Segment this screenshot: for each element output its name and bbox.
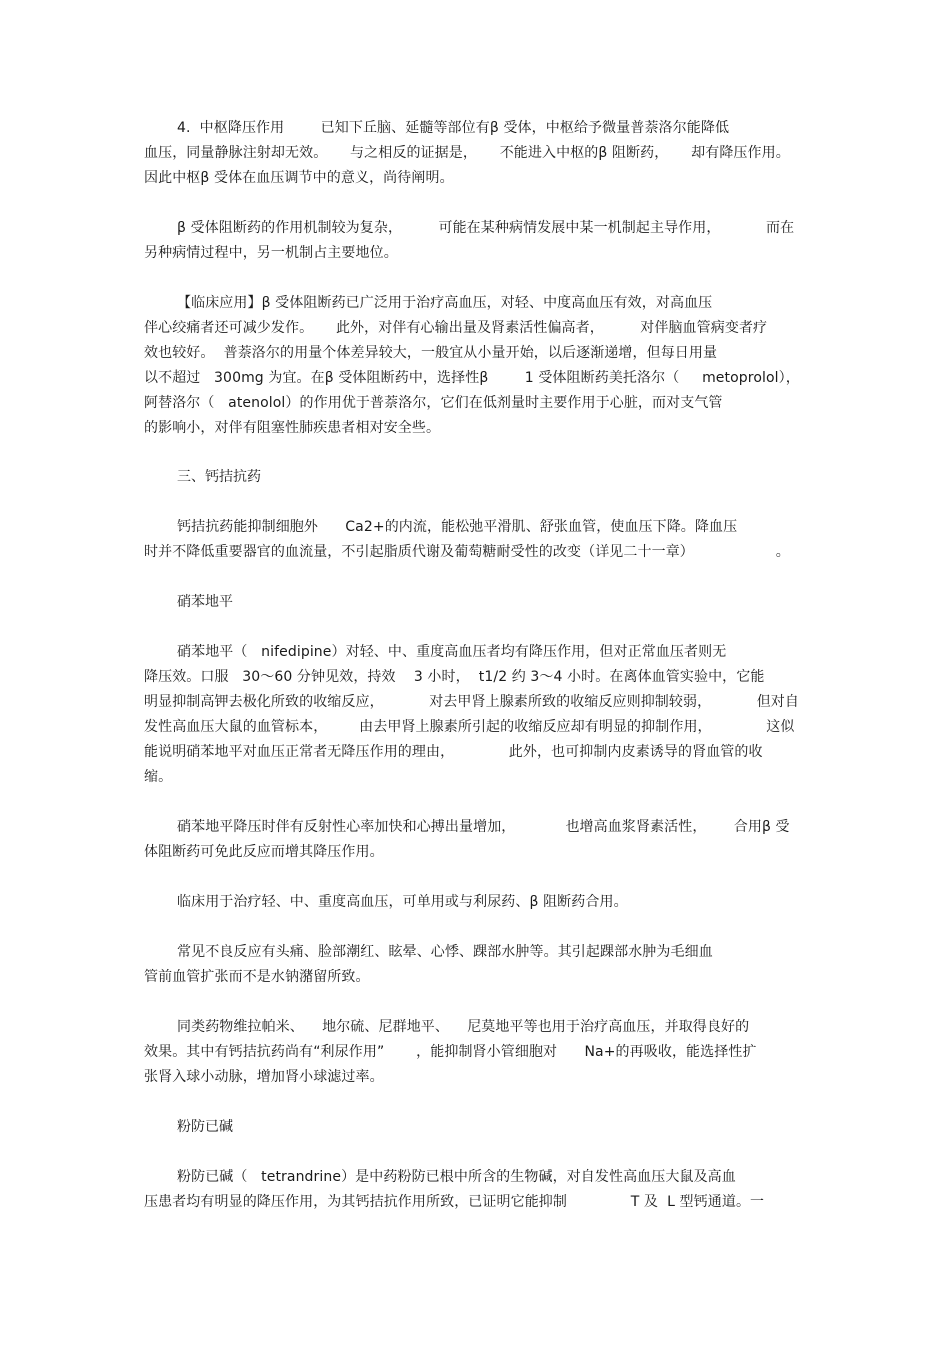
text-line: 压患者均有明显的降压作用，为其钙拮抗作用所致，已证明它能抑制 T 及 L 型钙通道。一 xyxy=(144,1194,765,1210)
text-line: 硝苯地平（ nifedipine）对轻、中、重度高血压者均有降压作用，但对正常血压者则无 xyxy=(177,644,727,660)
text-line: 另种病情过程中，另一机制占主要地位。 xyxy=(144,245,398,261)
text-line: 降压效。口服 30～60 分钟见效，持效 3 小时， t1/2 约 3～4 小时。在离体血管实验中，它能 xyxy=(144,669,765,685)
text-line: 明显抑制高钾去极化所致的收缩反应， 对去甲肾上腺素所致的收缩反应则抑制较弱， 但对自 xyxy=(144,694,800,710)
text-line: 以不超过 300mg 为宜。在β 受体阻断药中，选择性β 1 受体阻断药美托洛尔（ metoprolol）， xyxy=(144,370,800,386)
text-line: 能说明硝苯地平对血压正常者无降压作用的理由， 此外，也可抑制内皮素诱导的肾血管的收 xyxy=(144,744,763,760)
text-line: 【临床应用】β 受体阻断药已广泛用于治疗高血压，对轻、中度高血压有效，对高血压 xyxy=(177,295,713,311)
text-line: 时并不降低重要器官的血流量，不引起脂质代谢及葡萄糖耐受性的改变（详见二十一章） 。 xyxy=(144,544,790,560)
text-line: 阿替洛尔（ atenolol）的作用优于普萘洛尔，它们在低剂量时主要作用于心脏，而对支气管 xyxy=(144,395,723,411)
text-line: 张肾入球小动脉，增加肾小球滤过率。 xyxy=(144,1069,384,1085)
text-line: 伴心绞痛者还可减少发作。 此外，对伴有心输出量及肾素活性偏高者， 对伴脑血管病变者疗 xyxy=(144,320,768,336)
subheading-nifedipine: 硝苯地平 xyxy=(177,594,233,610)
section-heading: 三、钙拮抗药 xyxy=(177,469,261,485)
text-line: 血压，同量静脉注射却无效。 与之相反的证据是， 不能进入中枢的β 阻断药， 却有降压作用。 xyxy=(144,145,790,161)
text-line: 效果。其中有钙拮抗药尚有“利尿作用” ，能抑制肾小管细胞对 Na+的再吸收，能选择性扩 xyxy=(144,1044,757,1060)
text-line: 发性高血压大鼠的血管标本， 由去甲肾上腺素所引起的收缩反应却有明显的抑制作用， 这似 xyxy=(144,719,795,735)
text-line: 管前血管扩张而不是水钠潴留所致。 xyxy=(144,969,370,985)
text-line: 粉防已碱（ tetrandrine）是中药粉防已根中所含的生物碱，对自发性高血压大鼠及高血 xyxy=(177,1169,736,1185)
subheading-tetrandrine: 粉防已碱 xyxy=(177,1119,233,1135)
text-line: 临床用于治疗轻、中、重度高血压，可单用或与利尿药、β 阻断药合用。 xyxy=(177,894,628,910)
text-line: 同类药物维拉帕米、 地尔硫、尼群地平、 尼莫地平等也用于治疗高血压，并取得良好的 xyxy=(177,1019,750,1035)
text-line: β 受体阻断药的作用机制较为复杂， 可能在某种病情发展中某一机制起主导作用， 而在 xyxy=(177,220,795,236)
text-line: 钙拮抗药能抑制细胞外 Ca2+的内流，能松弛平滑肌、舒张血管，使血压下降。降血压 xyxy=(177,519,738,535)
text-line: 常见不良反应有头痛、脸部潮红、眩晕、心悸、踝部水肿等。其引起踝部水肿为毛细血 xyxy=(177,944,713,960)
text-line: 体阻断药可免此反应而增其降压作用。 xyxy=(144,844,384,860)
text-line: 因此中枢β 受体在血压调节中的意义，尚待阐明。 xyxy=(144,170,454,186)
text-line: 效也较好。 普萘洛尔的用量个体差异较大，一般宜从小量开始，以后逐渐递增，但每日用量 xyxy=(144,345,718,361)
text-line: 的影响小，对伴有阻塞性肺疾患者相对安全些。 xyxy=(144,420,441,436)
text-line: 硝苯地平降压时伴有反射性心率加快和心搏出量增加， 也增高血浆肾素活性， 合用β 受 xyxy=(177,819,790,835)
text-line: 4. 中枢降压作用 已知下丘脑、延髓等部位有β 受体，中枢给予微量普萘洛尔能降低 xyxy=(177,120,730,136)
text-line: 缩。 xyxy=(144,769,173,785)
